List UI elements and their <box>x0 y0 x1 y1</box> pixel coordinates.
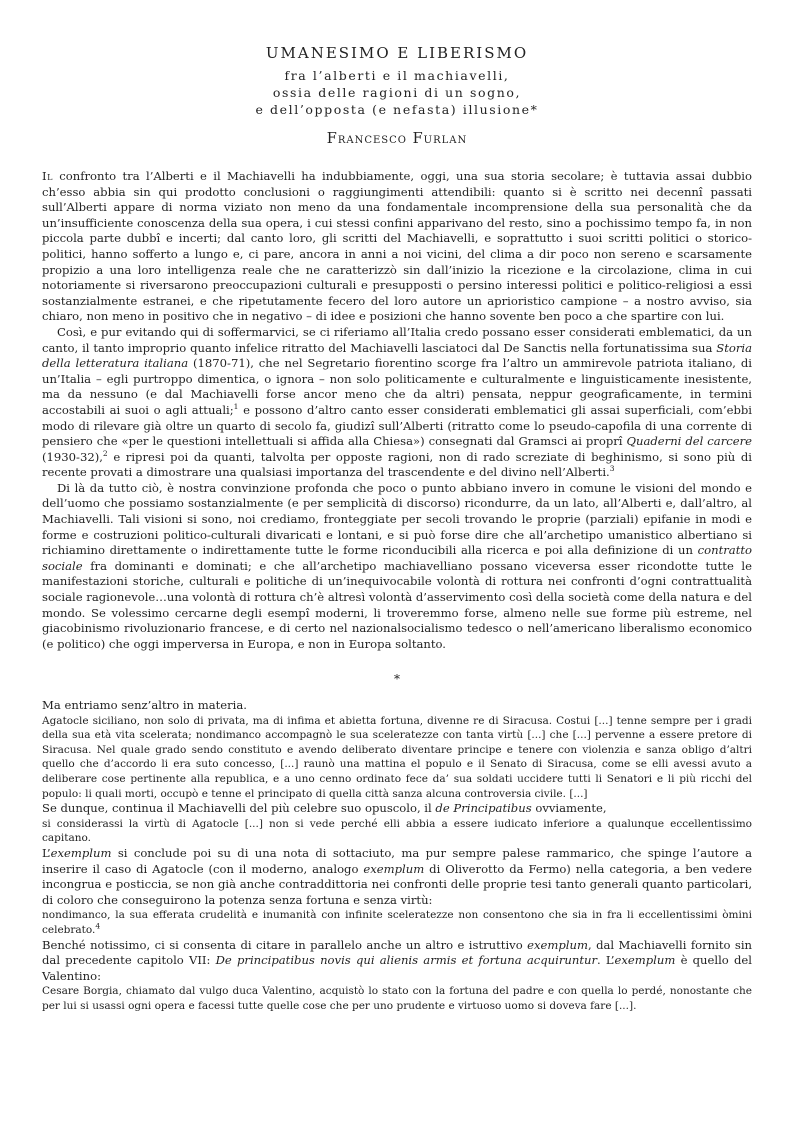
paragraph-2 <box>42 325 752 481</box>
footnote-ref-3[interactable]: 3 <box>609 464 615 474</box>
footnote-ref-1[interactable]: 1 <box>233 402 239 412</box>
paragraph-5 <box>42 846 752 908</box>
paragraph-2-text-g: e ripresi poi da quanti, talvolta per opposte ragioni, non di rado screziate di beghinismo, si sono più di recente provati a dimostrare una qualsiasi importanza del trascendente e del divino nell’Alberti. <box>42 449 752 480</box>
paragraph-5-exemplum-2: exemplum <box>363 861 425 876</box>
article-body <box>42 169 752 1013</box>
paragraph-5-exemplum-1: exemplum <box>50 845 112 860</box>
article-subtitle <box>42 67 752 118</box>
paragraph-2-text-a: Così, e pur evitando qui di soffermarvici, se ci riferiamo all’Italia credo possano esser considerati emblematici, da un canto, il tanto improprio quanto infelice ritratto del Machiavelli lasciatoci dal De Sanctis nella fortunatissima sua <box>42 324 752 355</box>
article-author: Francesco Furlan <box>326 131 468 147</box>
section-separator: * <box>394 672 400 687</box>
paragraph-4-text-a: Se dunque, continua il Machiavelli del più celebre suo opuscolo, il <box>42 801 436 816</box>
paragraph-2-text-d: e possono d’altro canto esser considerati emblematici gli assai superficiali, com’ebbi modo di rilevare già oltre un quarto di secolo fa, giudizî sull’Alberti (ritratto come lo pseudo-capofila di una corrente di pensiero che «per le questioni intellettuali si affida alla Chiesa») consegnati dal Gramsci ai proprî <box>42 402 752 449</box>
paragraph-2-title-storia: Storia della letteratura italiana <box>42 340 752 371</box>
paragraph-3-text-c: fra dominanti e dominati; e che all’archetipo machiavelliano possano viceversa esser ricondotte tutte le manifestazioni storiche, culturali e politiche di un’inequivocabile volontà di rottura nei confronti d’ogni contrattualità sociale ragionevole…una volontà di rottura ch’è altresì volontà d’asservimento così della società come della natura e del mondo. Se volessimo cercarne degli esempî moderni, li troveremmo forse, almeno nelle sue forme più estreme, nel giacobinismo rivoluzionario francese, e di certo nel nazionalsocialismo tedesco o nell’americano liberalismo economico (e politico) che oggi imperversa in Europa, e non in Europa soltanto. <box>42 558 752 651</box>
footnote-ref-4[interactable]: 4 <box>95 921 101 931</box>
subtitle-line-3-text: e dell’opposta (e nefasta) illusione <box>255 102 531 117</box>
block-quote-crudelita <box>42 908 752 937</box>
article-title: UMANESIMO E LIBERISMO <box>265 44 529 62</box>
paragraph-6-exemplum-2: exemplum <box>614 953 676 968</box>
paragraph-1 <box>42 169 752 325</box>
paragraph-1-text: confronto tra l’Alberti e il Machiavelli ha indubbiamente, oggi, una sua storia secolare; è tuttavia assai dubbio ch’esso abbia sin qui prodotto conclusioni o raggiungimenti attendibili: quanto si è scritto nei decennî passati sull’Alberti appare di norma viziato non meno da una fondamentale incomprensione della sua personalità che da un’insufficiente conoscenza della sua opera, i cui stessi confini apparivano del resto, sino a pochissimo tempo fa, in non piccola parte dubbî e incerti; dal canto loro, gli scritti del Machiavelli, e soprattutto i suoi scritti politici o storico-politici, hanno sofferto a lungo e, ci pare, ancora in anni a noi vicini, del clima a dir poco non sereno e scarsamente propizio a una loro intelligenza reale che ne caratterizzò sin dall’inizio la ricezione e la circolazione, clima in cui notoriamente si riversarono preoccupazioni culturali e presupposti o persino interessi politici e politico-religiosi a essi sostanzialmente estranei, e che ripetutamente fecero del loro autore un aprioristico campione – a nostro avviso, sia chiaro, non meno in positivo che in negativo – di idee e posizioni che hanno sovente ben poco a che spartire con lui. <box>42 169 752 324</box>
block-quote-virtu: si considerassi la virtù di Agatocle [...] non si vede perché elli abbia a essere iudicato inferiore a qualunque eccellentissimo capitano. <box>42 817 752 845</box>
paragraph-6-chapter-title: De principatibus novis qui alienis armis et fortuna acquiruntur <box>215 953 597 968</box>
paragraph-4-text-c: ovviamente, <box>531 801 607 816</box>
paragraph-5-text-e: di Oliverotto da Fermo) nella categoria, a ben vedere incongrua e posticcia, se non già anche contraddittoria nei confronti delle proprie tesi tanto generali quanto particolari, di coloro che conseguirono la potenza senza fortuna e senza virtù: <box>42 861 752 907</box>
paragraph-4 <box>42 801 752 817</box>
block-quote-agatocle: Agatocle siciliano, non solo di privata, ma di infima et abietta fortuna, divenne re di Siracusa. Costui [...] tenne sempre per i gradi della sua età vita scelerata; nondimanco accompagnò le sua sceleratezze con tanta virtù [...] che [...] pervenne a essere pretore di Siracusa. Nel quale grado sendo constituto e avendo deliberato diventare principe e tenere con violenzia e sanza obligo d’altri quello che d’accordo li era suto concesso, [...] raunò una mattina el populo e il Senato di Siracusa, come se elli avessi avuto a deliberare cose pertinente alla republica, e a uno cenno ordinato fece da’ sua soldati uccidere tutti li Senatori e li più ricchi del populo: li quali morti, occupò e tenne el principato di quella città sanza alcuna controversia civile. [...] <box>42 714 752 800</box>
subtitle-line-3 <box>42 101 752 118</box>
paragraph-3 <box>42 481 752 653</box>
paragraph-6 <box>42 938 752 985</box>
paragraph-3-text-a: Di là da tutto ciò, è nostra convinzione profonda che poco o punto abbiano invero in comune le visioni del mondo e dell’uomo che possiamo sostanzialmente (e per semplicità di discorso) ricondurre, da un lato, all’Alberti e, dall’altro, al Machiavelli. Tali visioni si sono, noi crediamo, fronteggiate per secoli trovando le proprie (parziali) epifanie in modi e forme e costruzioni politico-culturali divaricati e lontani, e si può forse dire che all’archetipo umanistico albertiano si richiamino direttamente o indirettamente tutte le forme riconducibili alla ricerca e poi alla definizione di un <box>42 480 752 558</box>
paragraph-6-text-a: Benché notissimo, ci si consenta di citare in parallelo anche un altro e istruttivo <box>42 937 528 952</box>
paragraph-6-text-e: . L’ <box>597 953 615 968</box>
intro-line: Ma entriamo senz’altro in materia. <box>42 698 247 712</box>
paragraph-5-text-c: si conclude poi su di una nota di sottaciuto, ma pur sempre palese rammarico, che spinge l’autore a inserire il caso di Agatocle (con il moderno, analogo <box>42 845 752 876</box>
paragraph-5-text-a: L’ <box>42 845 51 860</box>
paragraph-4-de-principatibus: de Principatibus <box>435 801 532 816</box>
subtitle-line-1: fra l’alberti e il machiavelli, <box>284 68 510 83</box>
footnote-ref-2[interactable]: 2 <box>102 448 108 458</box>
paragraph-6-text-c: , dal Machiavelli fornito sin dal precedente capitolo VII: <box>42 937 753 968</box>
paragraph-1-first-word: Il <box>42 169 53 183</box>
paragraph-3-contratto-sociale: contratto sociale <box>42 543 752 573</box>
paragraph-6-exemplum-1: exemplum <box>527 937 588 952</box>
paragraph-2-text-c: (1870-71), che nel Segretario fiorentino scorge fra l’altro un ammirevole patriota italiano, di un’Italia – egli purtroppo dimentica, o ignora – non solo politicamente e culturalmente e linguisticamente inesistente, ma da nessuno (e dal Machiavelli forse ancor meno che da altri) pensata, neppur geograficamente, in termini accostabili ai suoi o agli attuali; <box>42 356 752 417</box>
paragraph-2-text-f: (1930-32), <box>42 449 103 464</box>
block-quote-crudelita-text: nondimanco, la sua efferata crudelità e inumanità con infinite sceleratezze non consentono che sia in fra li eccellentissimi òmini celebrato. <box>42 909 752 936</box>
paragraph-6-text-g: è quello del Valentino: <box>42 953 752 983</box>
paragraph-2-title-quaderni: Quaderni del carcere <box>626 434 753 449</box>
block-quote-borgia: Cesare Borgia, chiamato dal vulgo duca Valentino, acquistò lo stato con la fortuna del padre e con quella lo perdé, nonostante che per lui si usassi ogni opera e facessi tutte quelle cose che per uno prudente e virtuoso uomo si doveva fare [...]. <box>42 985 752 1012</box>
subtitle-footnote-mark: * <box>530 102 539 117</box>
subtitle-line-2: ossia delle ragioni di un sogno, <box>272 85 522 100</box>
